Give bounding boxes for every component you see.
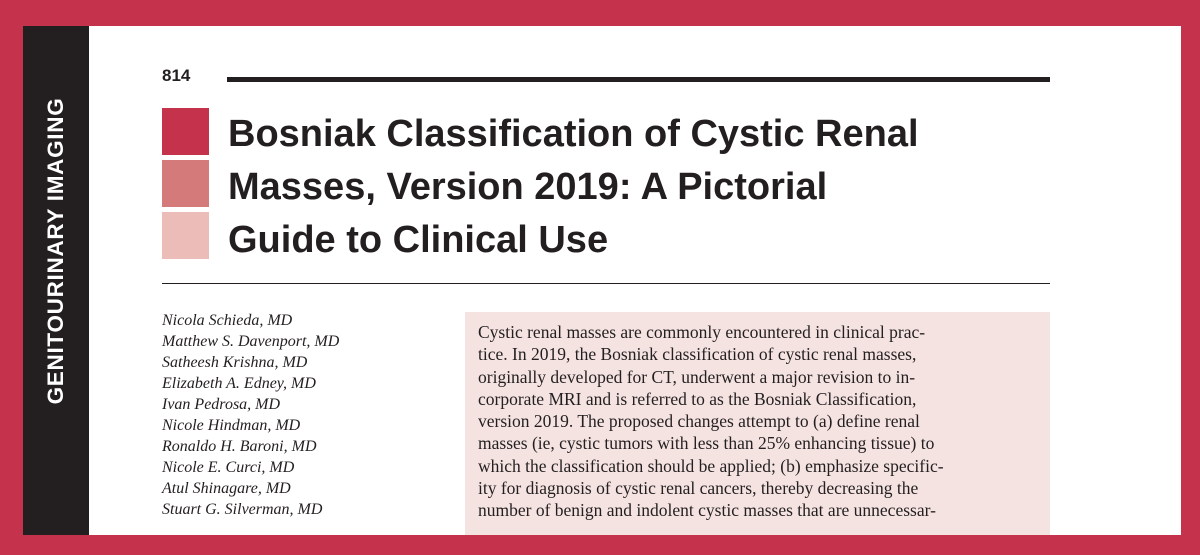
section-side-band [23,26,89,535]
section-label: GENITOURINARY IMAGING [43,97,68,405]
abstract-line: tice. In 2019, the Bosniak classification of cystic renal masses, [478,344,917,365]
abstract-line: originally developed for CT, underwent a major revision to in- [478,366,916,387]
article-title [228,108,1068,267]
title-square-medium [162,160,209,207]
abstract-line: Cystic renal masses are commonly encountered in clinical prac- [478,322,926,342]
title-square-dark [162,108,209,155]
author-name: Matthew S. Davenport, MD [162,333,340,350]
author-name: Elizabeth A. Edney, MD [162,375,316,392]
abstract-line: masses (ie, cystic tumors with less than 25% enhancing tissue) to [478,433,935,454]
abstract-line: version 2019. The proposed changes attempt to (a) define renal [478,411,920,432]
author-name: Nicola Schieda, MD [162,312,293,329]
abstract-line: corporate MRI and is referred to as the Bosniak Classification, [478,388,917,409]
author-list [162,310,442,520]
author-name: Stuart G. Silverman, MD [162,501,323,518]
author-name: Ivan Pedrosa, MD [162,396,281,413]
abstract-line: number of benign and indolent cystic masses that are unnecessar- [478,500,936,521]
author-name: Satheesh Krishna, MD [162,354,308,371]
title-square-light [162,212,209,259]
abstract-line: ity for diagnosis of cystic renal cancers, thereby decreasing the [478,478,919,499]
header-rule [227,77,1050,82]
title-line: Bosniak Classification of Cystic Renal [228,113,919,155]
article-page [23,26,1181,535]
abstract-line: which the classification should be applied; (b) emphasize specific- [478,455,944,476]
author-name: Atul Shinagare, MD [162,480,291,497]
title-line: Masses, Version 2019: A Pictorial [228,166,828,208]
abstract-text [478,321,1040,522]
author-name: Nicole E. Curci, MD [162,459,295,476]
title-line: Guide to Clinical Use [228,219,609,261]
author-name: Nicole Hindman, MD [162,417,301,434]
abstract-box [465,312,1050,535]
author-name: Ronaldo H. Baroni, MD [162,438,317,455]
title-divider [162,283,1050,284]
page-number: 814 [162,66,191,85]
